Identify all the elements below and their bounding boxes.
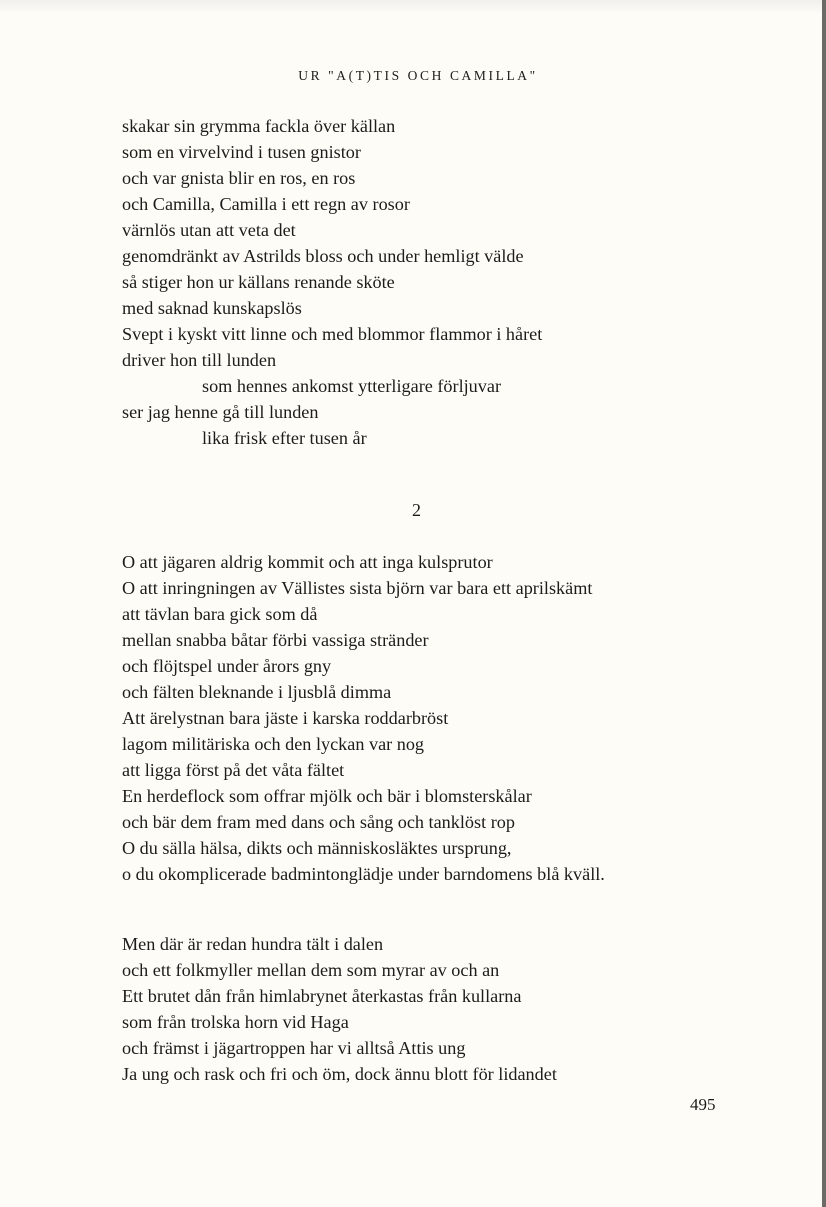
poem-line: värnlös utan att veta det <box>122 220 296 240</box>
poem-line: O att jägaren aldrig kommit och att inga kulsprutor <box>122 552 493 572</box>
poem-line: så stiger hon ur källans renande sköte <box>122 272 395 292</box>
poem-line: och främst i jägartroppen har vi alltså Attis ung <box>122 1038 466 1058</box>
page-number: 495 <box>690 1095 716 1114</box>
poem-line: driver hon till lunden <box>122 350 277 370</box>
scan-top-shadow <box>0 0 826 14</box>
stanza-2 <box>122 549 605 887</box>
poem-line: Ja ung och rask och fri och öm, dock ännu blott för lidandet <box>122 1064 557 1084</box>
stanza-3 <box>122 931 557 1087</box>
poem-line: Att ärelystnan bara jäste i karska roddarbröst <box>122 708 449 728</box>
poem-line: och bär dem fram med dans och sång och tanklöst rop <box>122 812 515 832</box>
poem-line: ser jag henne gå till lunden <box>122 402 319 422</box>
stanza-1 <box>122 113 542 451</box>
page-edge <box>822 0 826 1207</box>
poem-line: och var gnista blir en ros, en ros <box>122 168 356 188</box>
poem-line: En herdeflock som offrar mjölk och bär i blomsterskålar <box>122 786 532 806</box>
poem-line: genomdränkt av Astrilds bloss och under hemligt välde <box>122 246 524 266</box>
poem-line: o du okomplicerade badmintonglädje under barndomens blå kväll. <box>122 864 605 884</box>
poem-line: O du sälla hälsa, dikts och människosläktes ursprung, <box>122 838 512 858</box>
poem-line: och ett folkmyller mellan dem som myrar av och an <box>122 960 500 980</box>
running-header: UR "A(T)TIS OCH CAMILLA" <box>298 68 538 83</box>
poem-line: Men där är redan hundra tält i dalen <box>122 934 384 954</box>
poem-line: att tävlan bara gick som då <box>122 604 318 624</box>
poem-line: Svept i kyskt vitt linne och med blommor flammor i håret <box>122 324 543 344</box>
poem-line: som en virvelvind i tusen gnistor <box>122 142 361 162</box>
poem-line: skakar sin grymma fackla över källan <box>122 116 396 136</box>
poem-line: lagom militäriska och den lyckan var nog <box>122 734 425 754</box>
poem-line: lika frisk efter tusen år <box>202 428 367 448</box>
poem-line: och Camilla, Camilla i ett regn av rosor <box>122 194 410 214</box>
poem-line: att ligga först på det våta fältet <box>122 760 345 780</box>
poem-line: O att inringningen av Vällistes sista björn var bara ett aprilskämt <box>122 578 593 598</box>
poem-line: och fälten bleknande i ljusblå dimma <box>122 682 392 702</box>
poem-line: som hennes ankomst ytterligare förljuvar <box>202 376 502 396</box>
poem-line: Ett brutet dån från himlabrynet återkastas från kullarna <box>122 986 522 1006</box>
section-number: 2 <box>412 500 421 520</box>
poem-line: med saknad kunskapslös <box>122 298 302 318</box>
poem-line: som från trolska horn vid Haga <box>122 1012 349 1032</box>
poem-line: och flöjtspel under årors gny <box>122 656 332 676</box>
poem-line: mellan snabba båtar förbi vassiga stränder <box>122 630 429 650</box>
